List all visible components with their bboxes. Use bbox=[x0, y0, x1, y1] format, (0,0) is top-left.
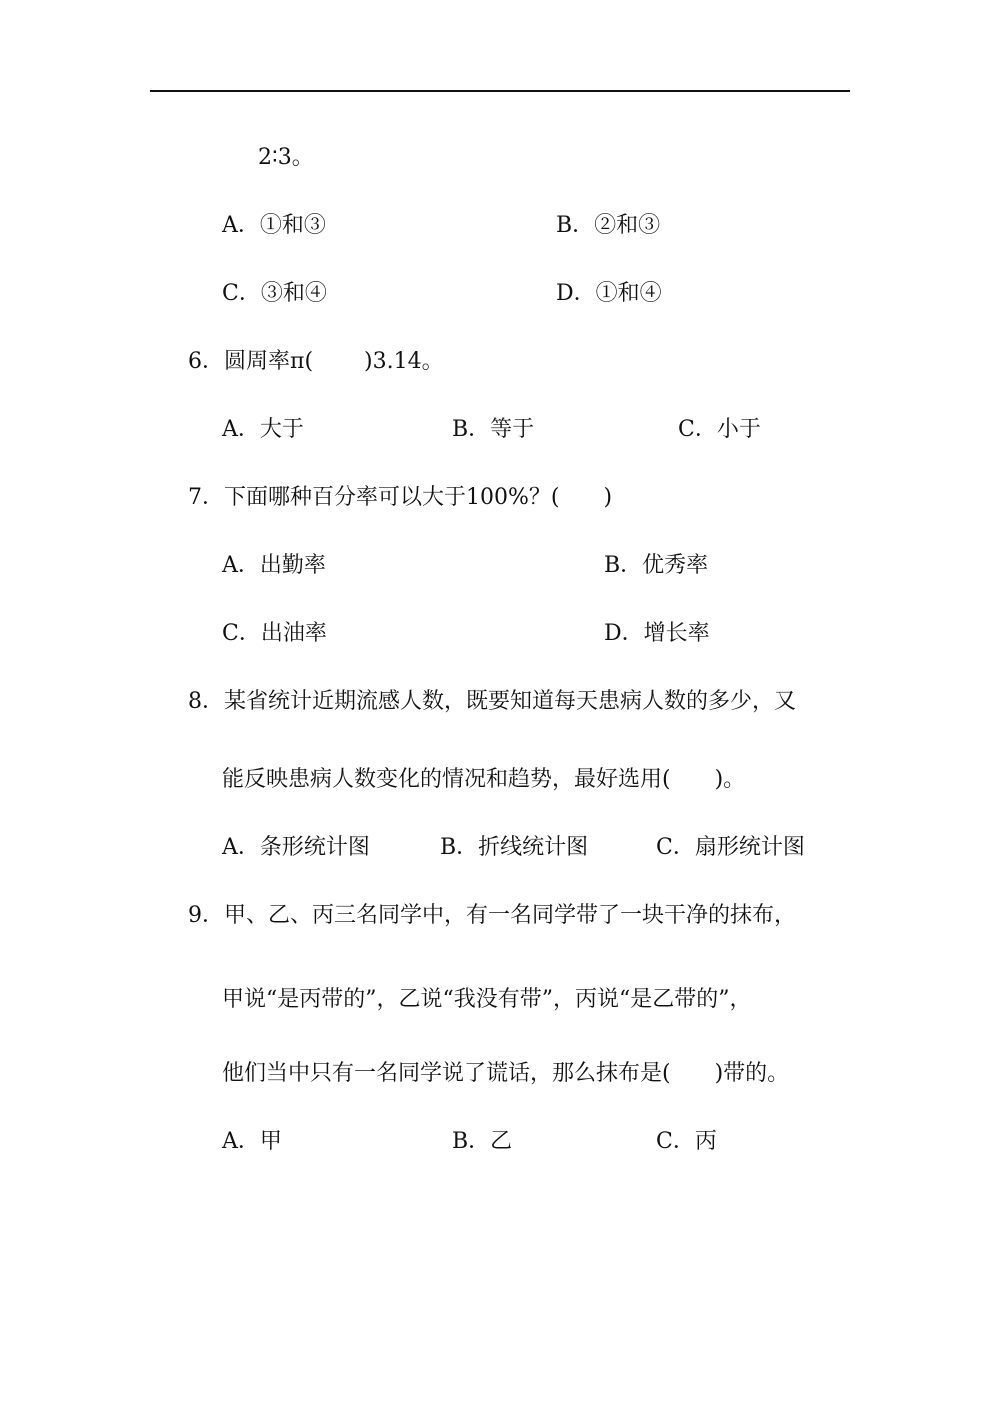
q6-option-c: C．小于 bbox=[678, 417, 761, 442]
q9-option-b: B．乙 bbox=[452, 1129, 513, 1154]
q9-option-a: A．甲 bbox=[222, 1129, 282, 1154]
q6-option-a: A．大于 bbox=[222, 417, 304, 442]
q8-stem-line1: 8．某省统计近期流感人数，既要知道每天患病人数的多少，又 bbox=[188, 689, 796, 714]
q8-option-b: B．折线统计图 bbox=[440, 835, 589, 860]
q7-option-c: C．出油率 bbox=[222, 621, 327, 646]
q8-stem-line2: 能反映患病人数变化的情况和趋势，最好选用( )。 bbox=[222, 767, 746, 792]
q9-stem-line3: 他们当中只有一名同学说了谎话，那么抹布是( )带的。 bbox=[222, 1061, 790, 1086]
q5-option-d: D．①和④ bbox=[556, 281, 662, 306]
q9-stem-line2: 甲说“是丙带的”，乙说“我没有带”，丙说“是乙带的”， bbox=[222, 987, 752, 1012]
q9-stem-line1: 9．甲、乙、丙三名同学中，有一名同学带了一块干净的抹布， bbox=[188, 903, 796, 928]
q8-option-c: C．扇形统计图 bbox=[656, 835, 805, 860]
header-rule bbox=[150, 90, 850, 92]
q6-option-b: B．等于 bbox=[452, 417, 535, 442]
q5-option-a: A．①和③ bbox=[222, 213, 326, 238]
q9-option-c: C．丙 bbox=[656, 1129, 717, 1154]
q8-option-a: A．条形统计图 bbox=[222, 835, 370, 860]
q7-option-b: B．优秀率 bbox=[604, 553, 709, 578]
q6-stem: 6．圆周率π( )3.14。 bbox=[188, 349, 444, 374]
q5-option-b: B．②和③ bbox=[556, 213, 661, 238]
q7-option-a: A．出勤率 bbox=[222, 553, 326, 578]
fragment-text: 2∶3。 bbox=[258, 145, 314, 170]
q7-stem: 7．下面哪种百分率可以大于100%？( ) bbox=[188, 485, 613, 510]
q7-option-d: D．增长率 bbox=[604, 621, 710, 646]
q5-option-c: C．③和④ bbox=[222, 281, 327, 306]
